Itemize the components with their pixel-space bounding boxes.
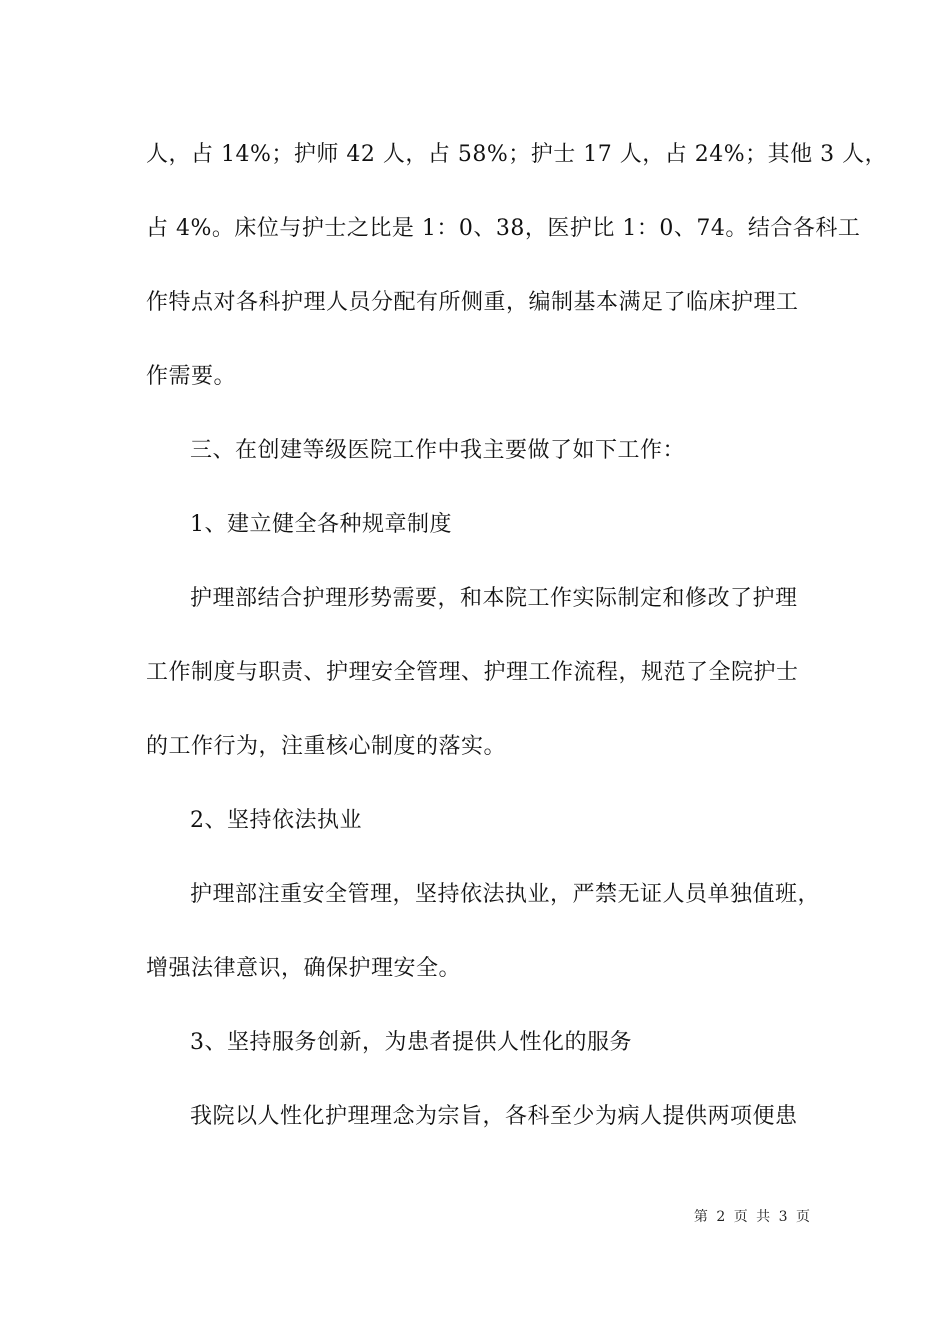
body-text-line: 作特点对各科护理人员分配有所侧重，编制基本满足了临床护理工 [146, 290, 799, 315]
section-heading: 三、在创建等级医院工作中我主要做了如下工作： [190, 438, 686, 463]
body-text-line: 工作制度与职责、护理安全管理、护理工作流程，规范了全院护士 [146, 660, 799, 685]
body-text-line: 我院以人性化护理理念为宗旨，各科至少为病人提供两项便患 [190, 1104, 798, 1129]
body-text-line: 增强法律意识，确保护理安全。 [146, 956, 462, 981]
body-text-line: 护理部结合护理形势需要，和本院工作实际制定和修改了护理 [190, 586, 798, 611]
body-text-line: 占 4%。床位与护士之比是 1：0、38，医护比 1：0、74。结合各科工 [146, 216, 861, 241]
subsection-heading: 2、坚持依法执业 [190, 808, 362, 833]
page-number-footer: 第 2 页 共 3 页 [693, 1209, 812, 1225]
body-text-line: 人，占 14%；护师 42 人，占 58%；护士 17 人，占 24%；其他 3 人， [146, 142, 888, 167]
subsection-heading: 3、坚持服务创新，为患者提供人性化的服务 [190, 1030, 632, 1055]
body-text-line: 作需要。 [146, 364, 237, 389]
subsection-heading: 1、建立健全各种规章制度 [190, 512, 452, 537]
body-text-line: 护理部注重安全管理，坚持依法执业，严禁无证人员单独值班， [190, 882, 821, 907]
body-text-line: 的工作行为，注重核心制度的落实。 [146, 734, 507, 759]
